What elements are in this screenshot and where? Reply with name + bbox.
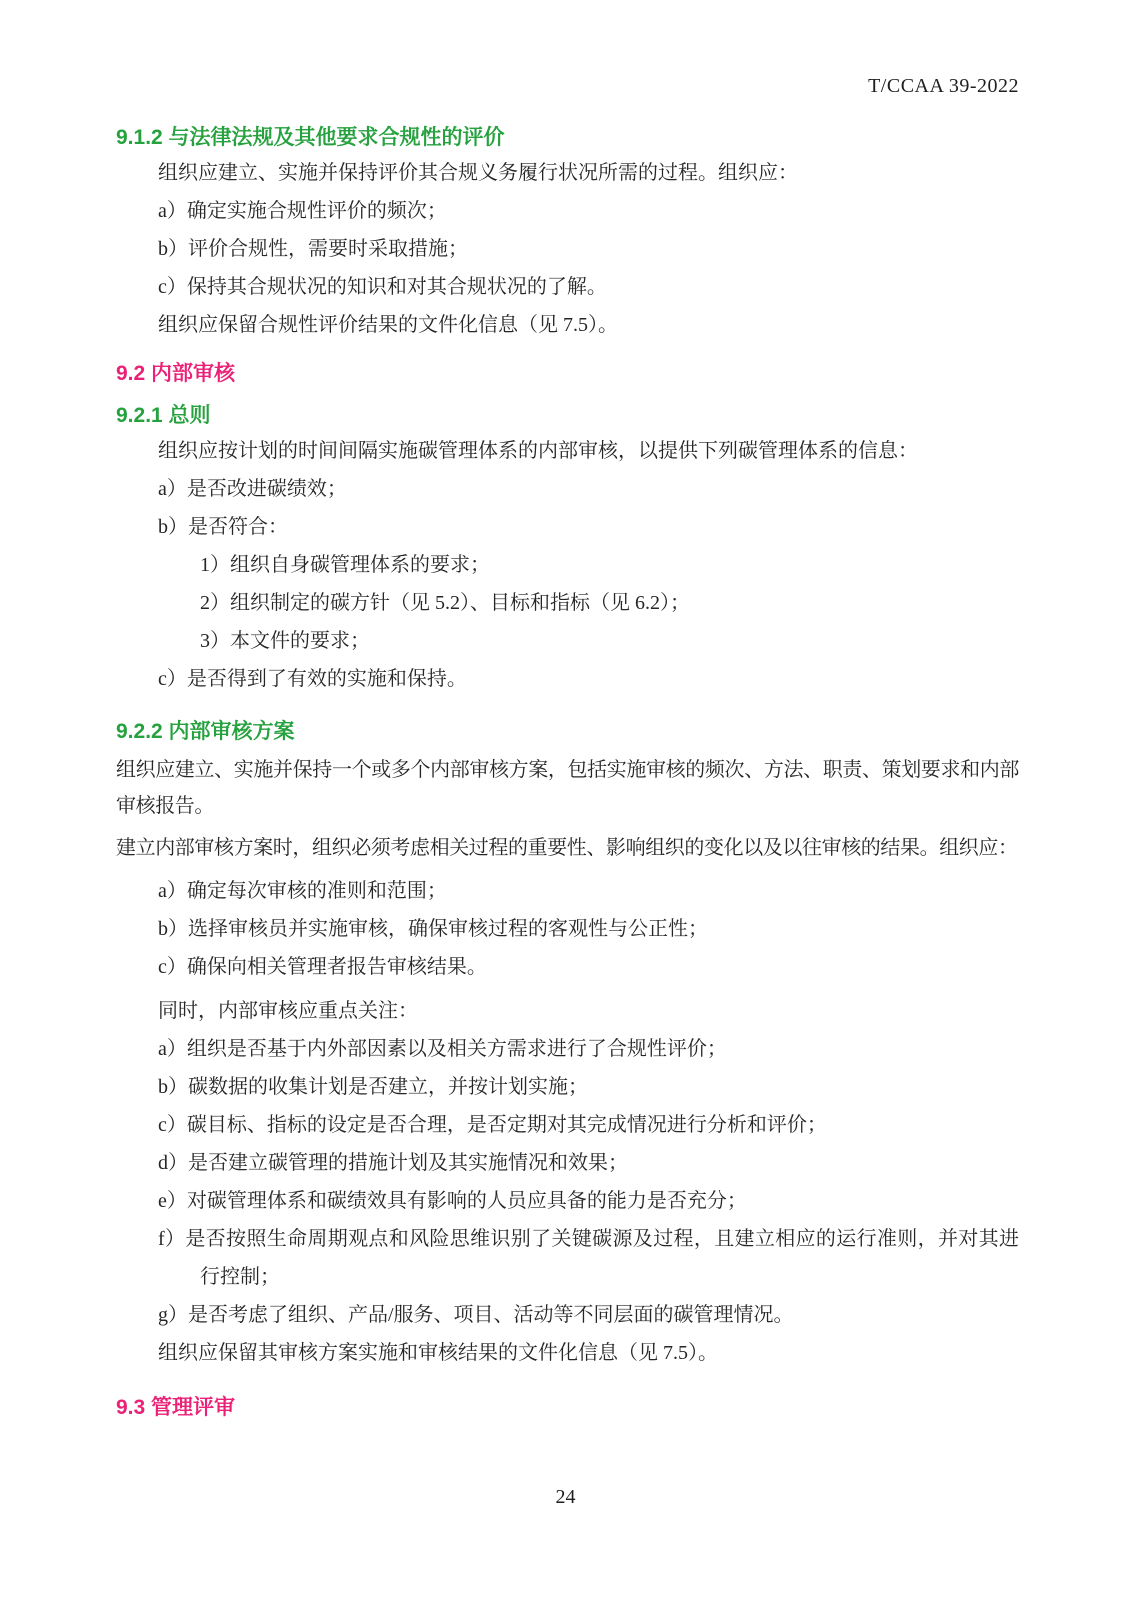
paragraph-audit-programme-considerations: 建立内部审核方案时，组织必须考虑相关过程的重要性、影响组织的变化以及以往审核的结果。组织应： [116,837,1018,859]
page-number: 24 [555,1486,576,1508]
paragraph-internal-audit-intro: 组织应按计划的时间间隔实施碳管理体系的内部审核，以提供下列碳管理体系的信息： [158,440,918,462]
paragraph-audit-programme: 组织应建立、实施并保持一个或多个内部审核方案，包括实施审核的频次、方法、职责、策划要求和内部审核报告。 [116,759,1019,817]
list-item-a: a）确定实施合规性评价的频次； [158,200,447,222]
sublist-item-2: 2）组织制定的碳方针（见 5.2）、目标和指标（见 6.2）； [200,592,690,614]
paragraph-retain-audit-info: 组织应保留其审核方案实施和审核结果的文件化信息（见 7.5）。 [158,1342,718,1364]
heading-9-2-1: 9.2.1 总则 [116,404,211,427]
list-item-a: a）是否改进碳绩效； [158,478,347,500]
list-item-c: c）是否得到了有效的实施和保持。 [158,668,467,690]
paragraph-retain-compliance-info: 组织应保留合规性评价结果的文件化信息（见 7.5）。 [158,314,618,336]
document-code-header: T/CCAA 39-2022 [868,75,1019,97]
list-item-b: b）选择审核员并实施审核，确保审核过程的客观性与公正性； [158,918,708,940]
heading-9-2-2: 9.2.2 内部审核方案 [116,720,295,743]
list-item-g: g）是否考虑了组织、产品/服务、项目、活动等不同层面的碳管理情况。 [158,1304,794,1326]
heading-9-1-2: 9.1.2 与法律法规及其他要求合规性的评价 [116,126,505,149]
sublist-item-1: 1）组织自身碳管理体系的要求； [200,554,490,576]
paragraph-audit-focus: 同时，内部审核应重点关注： [158,1000,418,1022]
list-item-b: b）碳数据的收集计划是否建立，并按计划实施； [158,1076,588,1098]
heading-9-2: 9.2 内部审核 [116,362,236,385]
list-item-b: b）是否符合： [158,516,288,538]
list-item-f: f）是否按照生命周期观点和风险思维识别了关键碳源及过程，且建立相应的运行准则，并对其进行控制； [158,1228,1019,1288]
list-item-d: d）是否建立碳管理的措施计划及其实施情况和效果； [158,1152,628,1174]
list-item-c: c）确保向相关管理者报告审核结果。 [158,956,487,978]
list-item-c: c）碳目标、指标的设定是否合理，是否定期对其完成情况进行分析和评价； [158,1114,827,1136]
list-item-b: b）评价合规性，需要时采取措施； [158,238,468,260]
list-item-a: a）组织是否基于内外部因素以及相关方需求进行了合规性评价； [158,1038,727,1060]
sublist-item-3: 3）本文件的要求； [200,630,370,652]
list-item-c: c）保持其合规状况的知识和对其合规状况的了解。 [158,276,607,298]
paragraph-compliance-process: 组织应建立、实施并保持评价其合规义务履行状况所需的过程。组织应： [158,162,798,184]
heading-9-3: 9.3 管理评审 [116,1396,236,1419]
list-item-e: e）对碳管理体系和碳绩效具有影响的人员应具备的能力是否充分； [158,1190,747,1212]
list-item-a: a）确定每次审核的准则和范围； [158,880,447,902]
